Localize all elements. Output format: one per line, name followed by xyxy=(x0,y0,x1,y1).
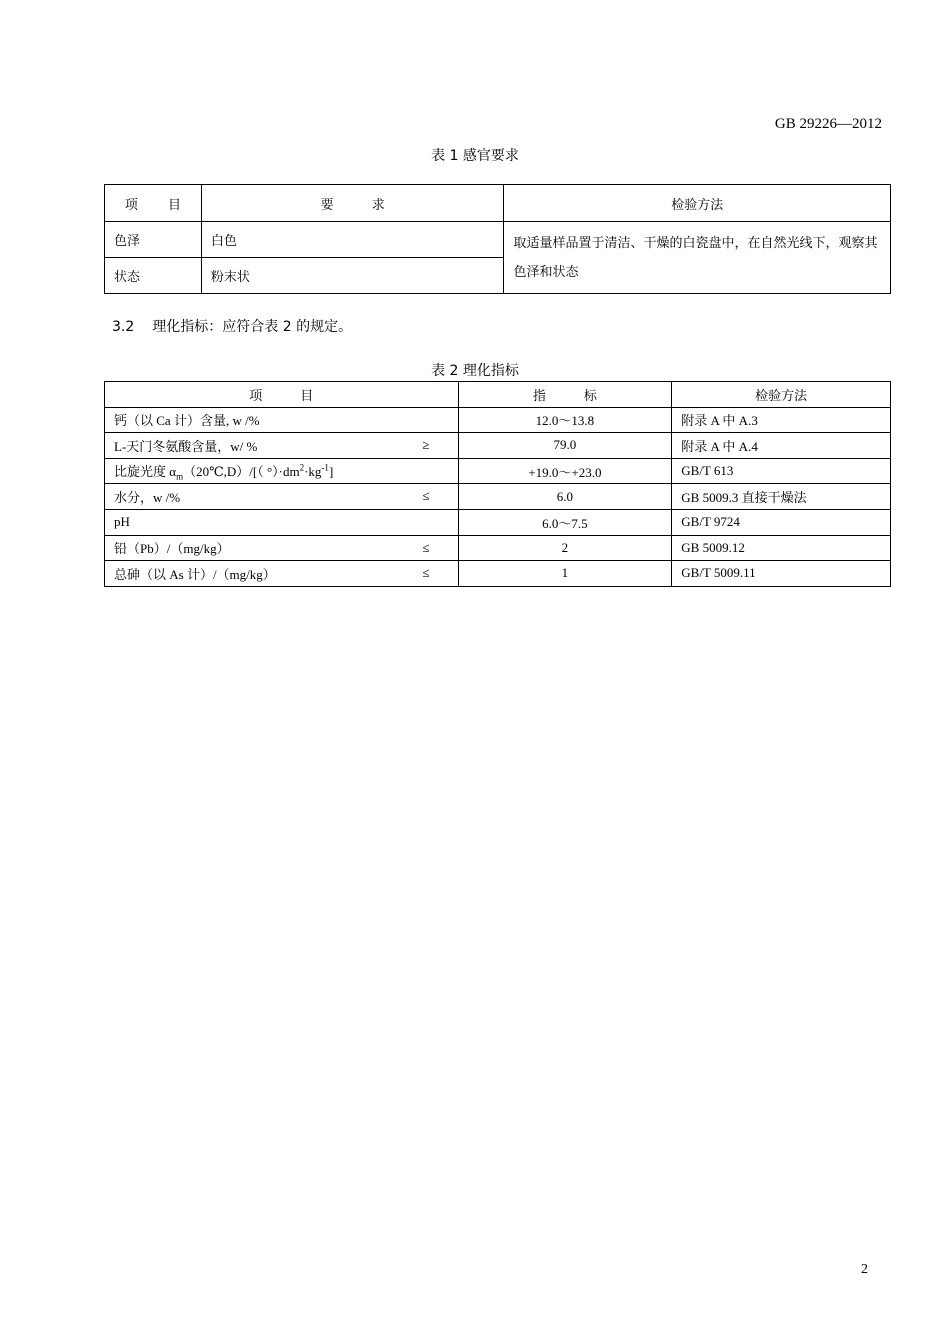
row-method: GB/T 613 xyxy=(672,458,891,484)
header-requirement: 要 求 xyxy=(201,185,504,222)
row-item: 总砷（以 As 计）/（mg/kg） ≤ xyxy=(105,561,459,587)
physicochemical-table xyxy=(104,381,891,587)
row-item: 色泽 xyxy=(105,222,202,258)
table-header-row xyxy=(105,382,891,408)
table-row xyxy=(105,222,891,258)
row-method: GB/T 5009.11 xyxy=(672,561,891,587)
table-row xyxy=(105,484,891,510)
page-number: 2 xyxy=(861,1262,868,1277)
sensory-requirements-table xyxy=(104,184,891,294)
row-method: 附录 A 中 A.4 xyxy=(672,433,891,459)
row-value: 6.0～7.5 xyxy=(458,509,672,535)
row-value: 12.0～13.8 xyxy=(458,407,672,433)
row-value: 2 xyxy=(458,535,672,561)
header-item: 项 目 xyxy=(105,382,459,408)
table-row xyxy=(105,535,891,561)
row-item: 钙（以 Ca 计）含量, w /% xyxy=(105,407,459,433)
row-method: GB/T 9724 xyxy=(672,509,891,535)
row-value: +19.0～+23.0 xyxy=(458,458,672,484)
header-method: 检验方法 xyxy=(672,382,891,408)
row-method: 附录 A 中 A.3 xyxy=(672,407,891,433)
row-value: 1 xyxy=(458,561,672,587)
row-item: 比旋光度 $\alpha_m(20℃,D)/$[（ $^\circ)\cdot dm^2\cdot kg^{-1}$] xyxy=(105,458,459,484)
row-value: 79.0 xyxy=(458,433,672,459)
row-item: 铅（Pb）/（mg/kg） ≤ xyxy=(105,535,459,561)
row-item: pH xyxy=(105,509,459,535)
row-requirement: 白色 xyxy=(201,222,504,258)
row-item: 水分，w /% ≤ xyxy=(105,484,459,510)
section-number: 3.2 xyxy=(112,319,135,335)
table-header-row xyxy=(105,185,891,222)
table-row xyxy=(105,407,891,433)
row-method: GB 5009.12 xyxy=(672,535,891,561)
inspection-method: 取适量样品置于清洁、干燥的白瓷盘中，在自然光线下，观察其色泽和状态 xyxy=(504,222,891,294)
table2-caption: 表 2 理化指标 xyxy=(431,363,519,379)
header-method: 检验方法 xyxy=(504,185,891,222)
table1-caption: 表 1 感官要求 xyxy=(431,148,519,164)
row-item: 状态 xyxy=(105,258,202,294)
section-text: 理化指标：应符合表 2 的规定。 xyxy=(152,319,353,335)
row-requirement: 粉末状 xyxy=(201,258,504,294)
standard-number: GB 29226—2012 xyxy=(774,116,882,132)
table-row xyxy=(105,561,891,587)
header-item: 项 目 xyxy=(105,185,202,222)
row-method: GB 5009.3 直接干燥法 xyxy=(672,484,891,510)
row-value: 6.0 xyxy=(458,484,672,510)
section-3-2 xyxy=(112,316,352,336)
table-row xyxy=(105,433,891,459)
row-item: L-天门冬氨酸含量，w/ % ≥ xyxy=(105,433,459,459)
table-row xyxy=(105,509,891,535)
header-index: 指 标 xyxy=(458,382,672,408)
table-row xyxy=(105,458,891,484)
